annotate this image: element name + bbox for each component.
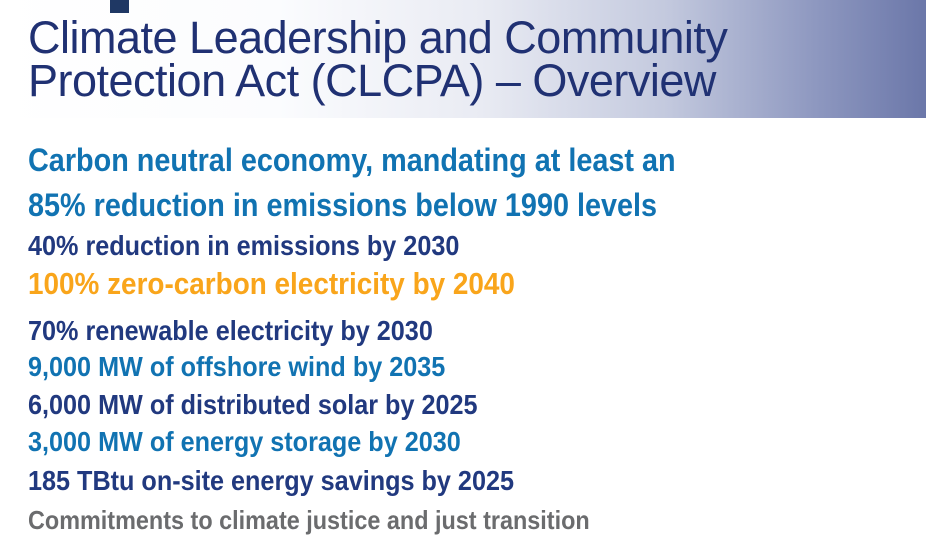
slide-title [28,12,728,106]
bullet-climate-justice-commitments [28,507,652,533]
bullet-text: 3,000 MW of energy storage by 2030 [28,426,461,457]
bullet-renewable-electricity-2030 [28,317,478,345]
bullet-text: Commitments to climate justice and just transition [28,505,590,535]
bullet-distributed-solar-2025 [28,391,527,419]
bullet-carbon-neutral-headline-line1 [28,144,748,176]
bullet-offshore-wind-2035 [28,353,492,381]
bullet-text: 100% zero-carbon electricity by 2040 [28,266,515,301]
bullet-text: 85% reduction in emissions below 1990 levels [28,187,658,223]
bullet-text: 70% renewable electricity by 2030 [28,315,433,346]
bullet-text: 9,000 MW of offshore wind by 2035 [28,351,446,382]
slide-title-line-1: Climate Leadership and Community [28,12,728,63]
bullet-text: Carbon neutral economy, mandating at least an [28,142,676,178]
bullet-text: 6,000 MW of distributed solar by 2025 [28,389,478,420]
bullet-carbon-neutral-headline-line2 [28,189,727,221]
bullet-onsite-energy-savings-2025 [28,467,568,495]
bullet-text: 185 TBtu on-site energy savings by 2025 [28,465,514,496]
bullet-emissions-reduction-2030 [28,232,507,260]
header-banner [0,0,926,118]
bullet-energy-storage-2030 [28,428,509,456]
bullet-text: 40% reduction in emissions by 2030 [28,230,460,261]
slide-title-line-2: Protection Act (CLCPA) – Overview [28,55,716,106]
bullet-zero-carbon-electricity-2040 [28,268,569,299]
